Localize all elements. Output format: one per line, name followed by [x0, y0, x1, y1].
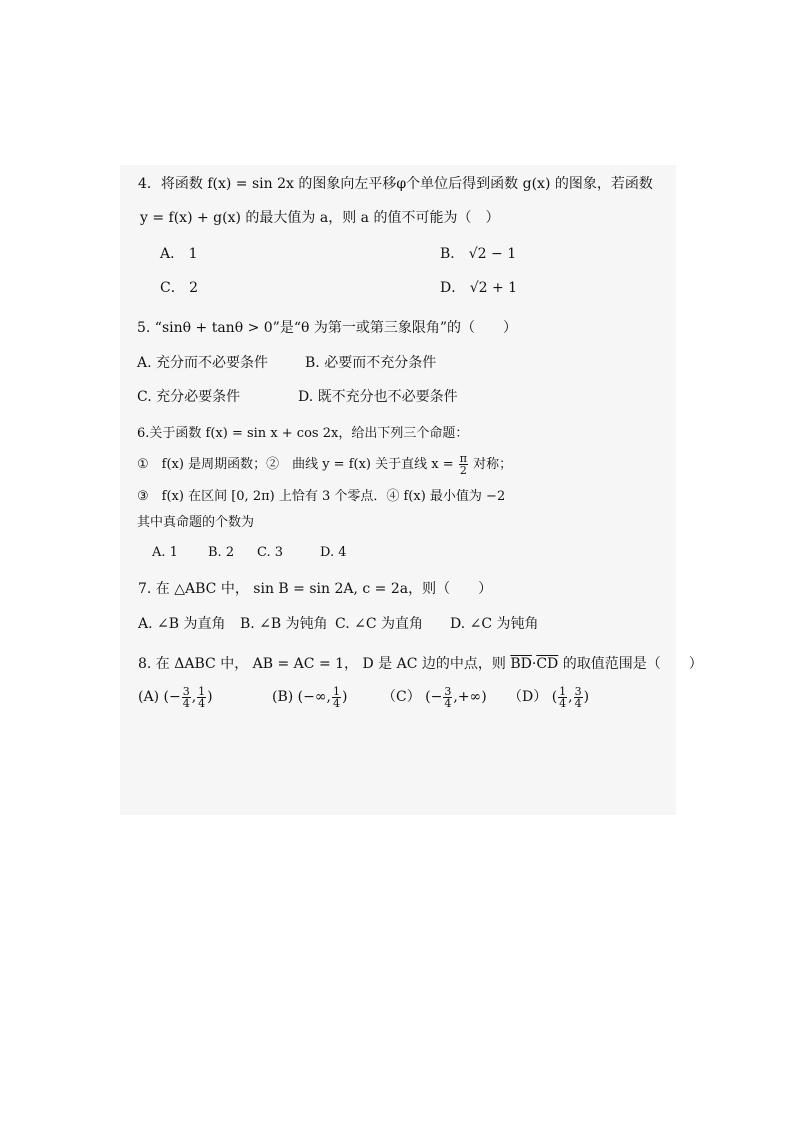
option-value: 1 — [188, 246, 198, 262]
q4-option-b[interactable] — [440, 244, 516, 264]
interval-comma: , — [191, 689, 197, 705]
q7-option-b[interactable] — [240, 614, 328, 634]
interval-open: (− — [163, 689, 181, 705]
fraction-numerator: 1 — [332, 684, 340, 698]
q8-stem-text-end: 的取值范围是（ ） — [562, 656, 703, 672]
q6-option-c[interactable]: C. 3 — [257, 545, 284, 560]
option-value: 必要而不充分条件 — [324, 355, 437, 371]
vector-bd: $\overline{BD}$ — [510, 656, 532, 672]
q6-option-b[interactable]: B. 2 — [208, 545, 235, 560]
option-label: C． — [160, 280, 185, 296]
option-label: (A) — [138, 689, 160, 705]
q4-stem-line1: 4．将函数 f(x) = sin 2x 的图象向左平移φ个单位后得到函数 g(x) 的图象，若函数 — [138, 176, 653, 192]
fraction-denominator: 4 — [444, 696, 452, 710]
fraction-denominator: 4 — [182, 696, 190, 710]
q8-option-a[interactable] — [138, 684, 213, 710]
q6-propositions-line1 — [137, 452, 512, 478]
interval-open: ( — [551, 689, 558, 705]
option-value: √2 − 1 — [468, 246, 517, 262]
interval-open: (−∞, — [297, 689, 331, 705]
option-label: C. — [137, 389, 152, 405]
fraction-numerator: π — [459, 452, 467, 465]
fraction-numerator: 3 — [182, 684, 190, 698]
option-label: （D） — [508, 689, 548, 705]
fraction-denominator: 2 — [459, 464, 467, 477]
fraction-numerator: 1 — [198, 684, 206, 698]
q4-stem-line2: y = f(x) + g(x) 的最大值为 a，则 a 的值不可能为（ ） — [140, 210, 500, 226]
option-value: ∠B 为钝角 — [259, 616, 328, 632]
q8-option-d[interactable] — [508, 684, 589, 710]
interval-comma: , — [453, 689, 458, 705]
interval-comma: , — [568, 689, 573, 705]
q6-prop-text-end: 对称； — [473, 457, 513, 472]
q7-option-a[interactable] — [138, 614, 225, 634]
option-label: B. — [305, 355, 320, 371]
fraction-numerator: 1 — [559, 684, 567, 698]
option-label: A． — [160, 246, 185, 262]
option-value: 充分而不必要条件 — [156, 355, 269, 371]
q4-option-a[interactable] — [160, 244, 198, 264]
q7-option-d[interactable] — [450, 614, 539, 634]
q8-option-c[interactable] — [382, 684, 487, 710]
option-label: D. — [450, 616, 466, 632]
q7-stem: 7. 在 △ABC 中， sin B = sin 2A, c = 2a，则（ ） — [138, 581, 493, 597]
q7-option-c[interactable] — [335, 614, 423, 634]
q5-option-b[interactable] — [305, 353, 436, 373]
q8-stem — [138, 654, 703, 674]
option-value: √2 + 1 — [469, 280, 518, 296]
vector-cd: $\overline{CD}$ — [536, 656, 559, 672]
fraction-denominator: 4 — [198, 696, 206, 710]
option-value: 既不充分也不必要条件 — [317, 389, 458, 405]
option-label: B. — [240, 616, 255, 632]
option-label: C. — [335, 616, 350, 632]
fraction — [574, 686, 583, 709]
dot-operator: · — [531, 656, 537, 672]
pi-over-2-fraction — [459, 453, 468, 476]
q5-option-a[interactable] — [137, 353, 268, 373]
q6-propositions-line2: ③ f(x) 在区间 [0, 2π) 上恰有 3 个零点．④ f(x) 最小值为 −2 — [137, 489, 506, 504]
interval-close: +∞) — [457, 689, 487, 705]
fraction-numerator: 3 — [574, 684, 582, 698]
q6-question: 其中真命题的个数为 — [137, 515, 255, 530]
interval-close: ) — [207, 689, 213, 705]
fraction — [182, 686, 191, 709]
q8-stem-text: 8. 在 ΔABC 中， AB = AC = 1， D 是 AC 边的中点，则 — [138, 656, 506, 672]
fraction — [558, 686, 567, 709]
q4-option-d[interactable] — [440, 278, 517, 298]
option-label: D． — [440, 280, 466, 296]
option-value: ∠B 为直角 — [157, 616, 226, 632]
q5-option-c[interactable] — [137, 387, 240, 407]
q6-stem: 6.关于函数 f(x) = sin x + cos 2x，给出下列三个命题： — [137, 426, 469, 441]
option-label: （C） — [382, 689, 421, 705]
q6-option-d[interactable]: D. 4 — [320, 545, 347, 560]
fraction-numerator: 3 — [444, 684, 452, 698]
fraction — [197, 686, 206, 709]
option-label: D. — [298, 389, 314, 405]
q8-option-b[interactable] — [272, 684, 347, 710]
q4-option-c[interactable] — [160, 278, 198, 298]
option-value: 充分必要条件 — [156, 389, 241, 405]
option-label: (B) — [272, 689, 294, 705]
interval-close: ) — [583, 689, 590, 705]
fraction — [443, 686, 452, 709]
option-label: B． — [440, 246, 465, 262]
option-value: 2 — [189, 280, 199, 296]
interval-close: ) — [341, 689, 348, 705]
q6-prop-text: ① f(x) 是周期函数；② 曲线 y = f(x) 关于直线 x = — [137, 457, 454, 472]
q5-option-d[interactable] — [298, 387, 458, 407]
option-value: ∠C 为钝角 — [469, 616, 539, 632]
option-label: A. — [137, 355, 152, 371]
q6-option-a[interactable]: A. 1 — [152, 545, 178, 560]
fraction — [332, 686, 341, 709]
q5-stem: 5. “sinθ + tanθ > 0”是“θ 为第一或第三象限角”的（ ） — [137, 320, 518, 336]
option-label: A. — [138, 616, 153, 632]
interval-open: (− — [425, 689, 443, 705]
fraction-denominator: 4 — [559, 696, 567, 710]
fraction-denominator: 4 — [574, 696, 582, 710]
option-value: ∠C 为直角 — [354, 616, 424, 632]
fraction-denominator: 4 — [332, 696, 340, 710]
